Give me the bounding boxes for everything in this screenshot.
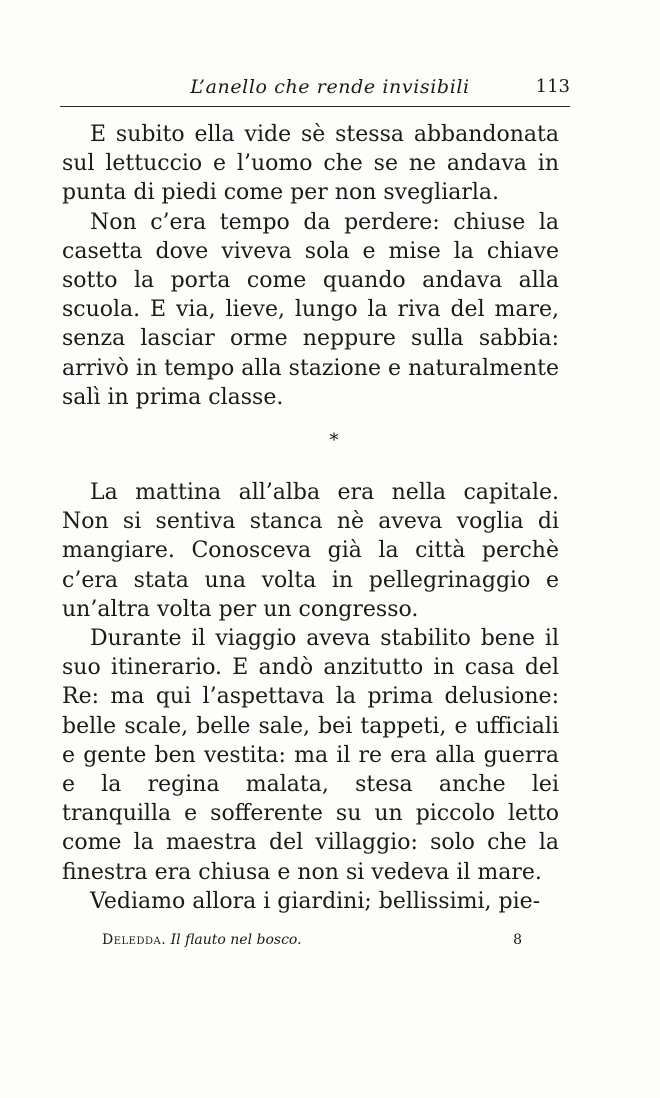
paragraph: La mattina all’alba era nella capitale. Non si sentiva stanca nè aveva voglia di mangiare. Conosceva già la città perchè c’era stata una volta in pellegrinaggio e un’altra volta per un congresso. bbox=[62, 480, 559, 622]
running-title: L’anello che rende invisibili bbox=[190, 76, 470, 98]
text-block-1 bbox=[62, 120, 559, 412]
footer-author: Deledda. bbox=[102, 932, 167, 948]
text-block-2 bbox=[62, 478, 559, 916]
page-number: 113 bbox=[535, 76, 570, 97]
paragraph: Durante il viaggio aveva stabilito bene il suo itinerario. E andò anzitutto in casa del Re: ma qui l’aspettava la prima delusione: belle scale, belle sale, bei tappeti, e ufficiali e gente ben vestita: ma il re era alla guerra e la regina malata, stesa anche lei tranquilla e sofferente su un piccolo letto come la maestra del villaggio: solo che la finestra era chiusa e non si vedeva il mare. bbox=[62, 626, 559, 885]
section-separator: * bbox=[329, 430, 339, 451]
page-footer bbox=[102, 932, 522, 948]
signature-mark: 8 bbox=[513, 932, 522, 948]
header-rule bbox=[60, 106, 570, 107]
running-head bbox=[60, 72, 570, 102]
paragraph: E subito ella vide sè stessa abbandonata sul lettuccio e l’uomo che se ne andava in punta di piedi come per non svegliarla. bbox=[62, 122, 559, 206]
footer-title: Il flauto nel bosco. bbox=[170, 932, 302, 948]
paragraph: Non c’era tempo da perdere: chiuse la casetta dove viveva sola e mise la chiave sotto la porta come quando andava alla scuola. E via, lieve, lungo la riva del mare, senza lasciar orme neppure sulla sabbia: arrivò in tempo alla stazione e naturalmente salì in prima classe. bbox=[62, 209, 559, 410]
paragraph: Vediamo allora i giardini; bellissimi, pie- bbox=[90, 888, 541, 914]
